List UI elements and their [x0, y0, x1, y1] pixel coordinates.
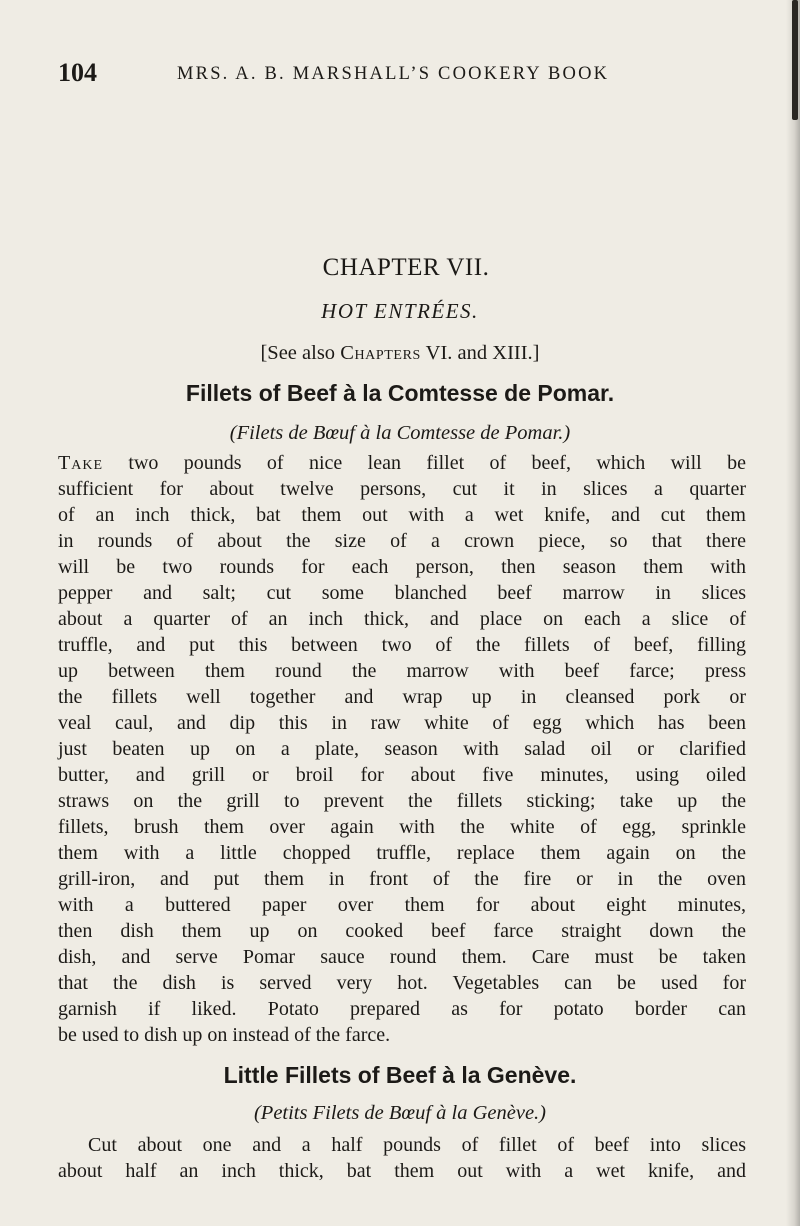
recipe-title: Little Fillets of Beef à la Genève. [223, 1062, 577, 1088]
body-line: of an inch thick, bat them out with a wet knife, and cut them [58, 504, 746, 526]
body-line: them with a little chopped truffle, replace them again on the [58, 842, 746, 864]
page-edge-shadow [786, 0, 800, 1226]
drop-word: Take [58, 452, 103, 474]
body-line: will be two rounds for each person, then season them with [58, 556, 746, 578]
chapter-title: CHAPTER VII. [322, 254, 490, 281]
body-line: up between them round the marrow with beef farce; press [58, 660, 746, 682]
body-line: grill-iron, and put them in front of the fire or in the oven [58, 868, 746, 890]
body-line: dish, and serve Pomar sauce round them. Care must be taken [58, 946, 746, 968]
see-also-note [0, 340, 800, 366]
see-also-prefix: [See also [260, 342, 341, 364]
body-line: pepper and salt; cut some blanched beef marrow in slices [58, 582, 746, 604]
body-line: about half an inch thick, bat them out with a wet knife, and [58, 1160, 746, 1182]
body-line: the fillets well together and wrap up in cleansed pork or [58, 686, 746, 708]
body-line: Cut about one and a half pounds of fillet of beef into slices [88, 1134, 746, 1156]
running-title: MRS. A. B. MARSHALL’S COOKERY BOOK [177, 64, 610, 84]
running-head [58, 57, 748, 89]
see-also-chapters: Chapters [340, 342, 421, 364]
body-line: then dish them up on cooked beef farce straight down the [58, 920, 746, 942]
body-line: fillets, brush them over again with the white of egg, sprinkle [58, 816, 746, 838]
body-line: about a quarter of an inch thick, and place on each a slice of [58, 608, 746, 630]
body-line: with a buttered paper over them for about eight minutes, [58, 894, 746, 916]
body-line: sufficient for about twelve persons, cut it in slices a quarter [58, 478, 746, 500]
body-line: in rounds of about the size of a crown piece, so that there [58, 530, 746, 552]
page-number: 104 [58, 58, 97, 87]
body-line [58, 450, 746, 476]
body-line: garnish if liked. Potato prepared as for potato border can [58, 998, 746, 1020]
body-line: that the dish is served very hot. Vegetables can be used for [58, 972, 746, 994]
recipe-title: Fillets of Beef à la Comtesse de Pomar. [185, 380, 615, 406]
recipe-subtitle: (Petits Filets de Bœuf à la Genève.) [253, 1102, 547, 1124]
body-line: veal caul, and dip this in raw white of egg which has been [58, 712, 746, 734]
see-also-suffix: VI. and XIII.] [420, 342, 540, 364]
body-line: be used to dish up on instead of the farce. [58, 1024, 391, 1046]
body-line-text: two pounds of nice lean fillet of beef, which will be [103, 452, 746, 474]
body-line: straws on the grill to prevent the fillets sticking; take up the [58, 790, 746, 812]
binding-edge-mark [792, 0, 798, 120]
body-line: truffle, and put this between two of the fillets of beef, filling [58, 634, 746, 656]
body-line: butter, and grill or broil for about five minutes, using oiled [58, 764, 746, 786]
recipe-subtitle: (Filets de Bœuf à la Comtesse de Pomar.) [229, 422, 571, 444]
body-line: just beaten up on a plate, season with salad oil or clarified [58, 738, 746, 760]
section-title: HOT ENTRÉES. [321, 299, 479, 323]
